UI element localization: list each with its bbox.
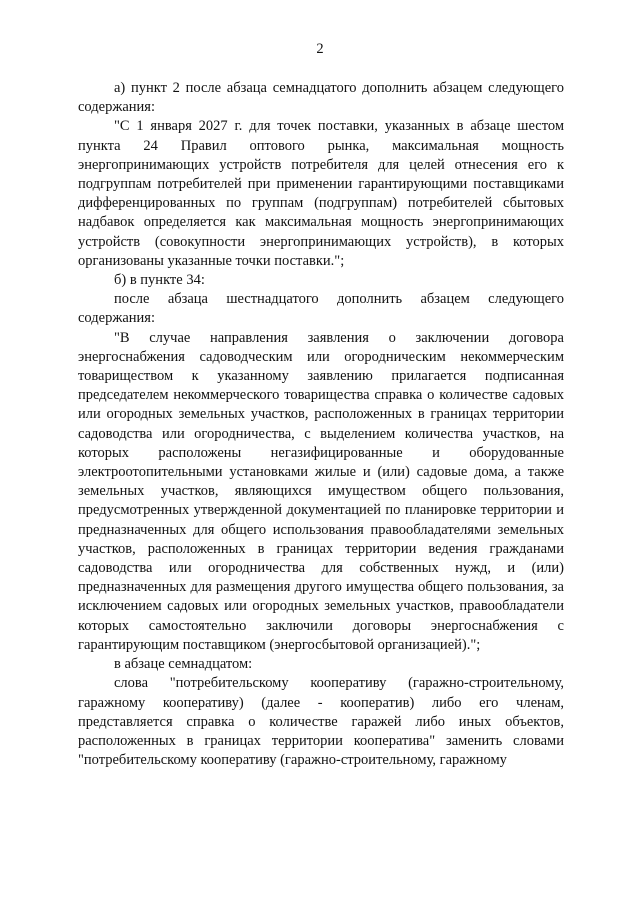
page-number: 2 <box>316 41 324 57</box>
paragraph-after-16: после абзаца шестнадцатого дополнить абзацем следующего содержания: <box>78 291 564 327</box>
paragraph-quote-2027: "С 1 января 2027 г. для точек поставки, указанных в абзаце шестом пункта 24 Правил оптового рынка, максимальная мощность энергопринимающих устройств потребителя для целей отнесения его к подгруппам потребителей при применении гарантирующими поставщиками дифференцированных по группам (подгруппам) потребителей сбытовых надбавок определяется как максимальная мощность энергопринимающих устройств (совокупности энергопринимающих устройств), в которых организованы указанные точки поставки."; <box>78 118 564 269</box>
paragraph-in-17: в абзаце семнадцатом: <box>114 656 253 673</box>
document-body <box>78 79 564 770</box>
paragraph-quote-garden: "В случае направления заявления о заключении договора энергоснабжения садоводческим или огородническим некоммерческим товариществом к указанному заявлению прилагается подписанная председателем некоммерческого товарищества справка о количестве садовых или огородных земельных участков, расположенных в границах территории садоводства или огородничества, с выделением количества участков, на которых расположены негазифицированные и оборудованные электроотопительными установками жилые и (или) садовые дома, а также земельных участков, являющихся имуществом общего пользования, предусмотренных утвержденной документацией по планировке территории и предназначенных для общего использования правообладателями земельных участков, расположенных в границах территории ведения гражданами садоводства или огородничества для собственных нужд, и (или) предназначенных для размещения другого имущества общего пользования, за исключением садовых или огородных земельных участков, правообладатели которых самостоятельно заключили договоры энергоснабжения с гарантирующим поставщиком (энергосбытовой организацией)."; <box>78 329 564 653</box>
paragraph-item-b: б) в пункте 34: <box>114 272 205 289</box>
paragraph-replace-words: слова "потребительскому кооперативу (гаражно-строительному, гаражному кооперативу) (далее - кооператив) либо его членам, представляется справка о количестве гаражей либо иных объектов, расположенных в границах территории кооператива" заменить словами "потребительскому кооперативу (гаражно-строительному, гаражному <box>78 675 564 769</box>
paragraph-item-a: а) пункт 2 после абзаца семнадцатого дополнить абзацем следующего содержания: <box>78 80 564 116</box>
